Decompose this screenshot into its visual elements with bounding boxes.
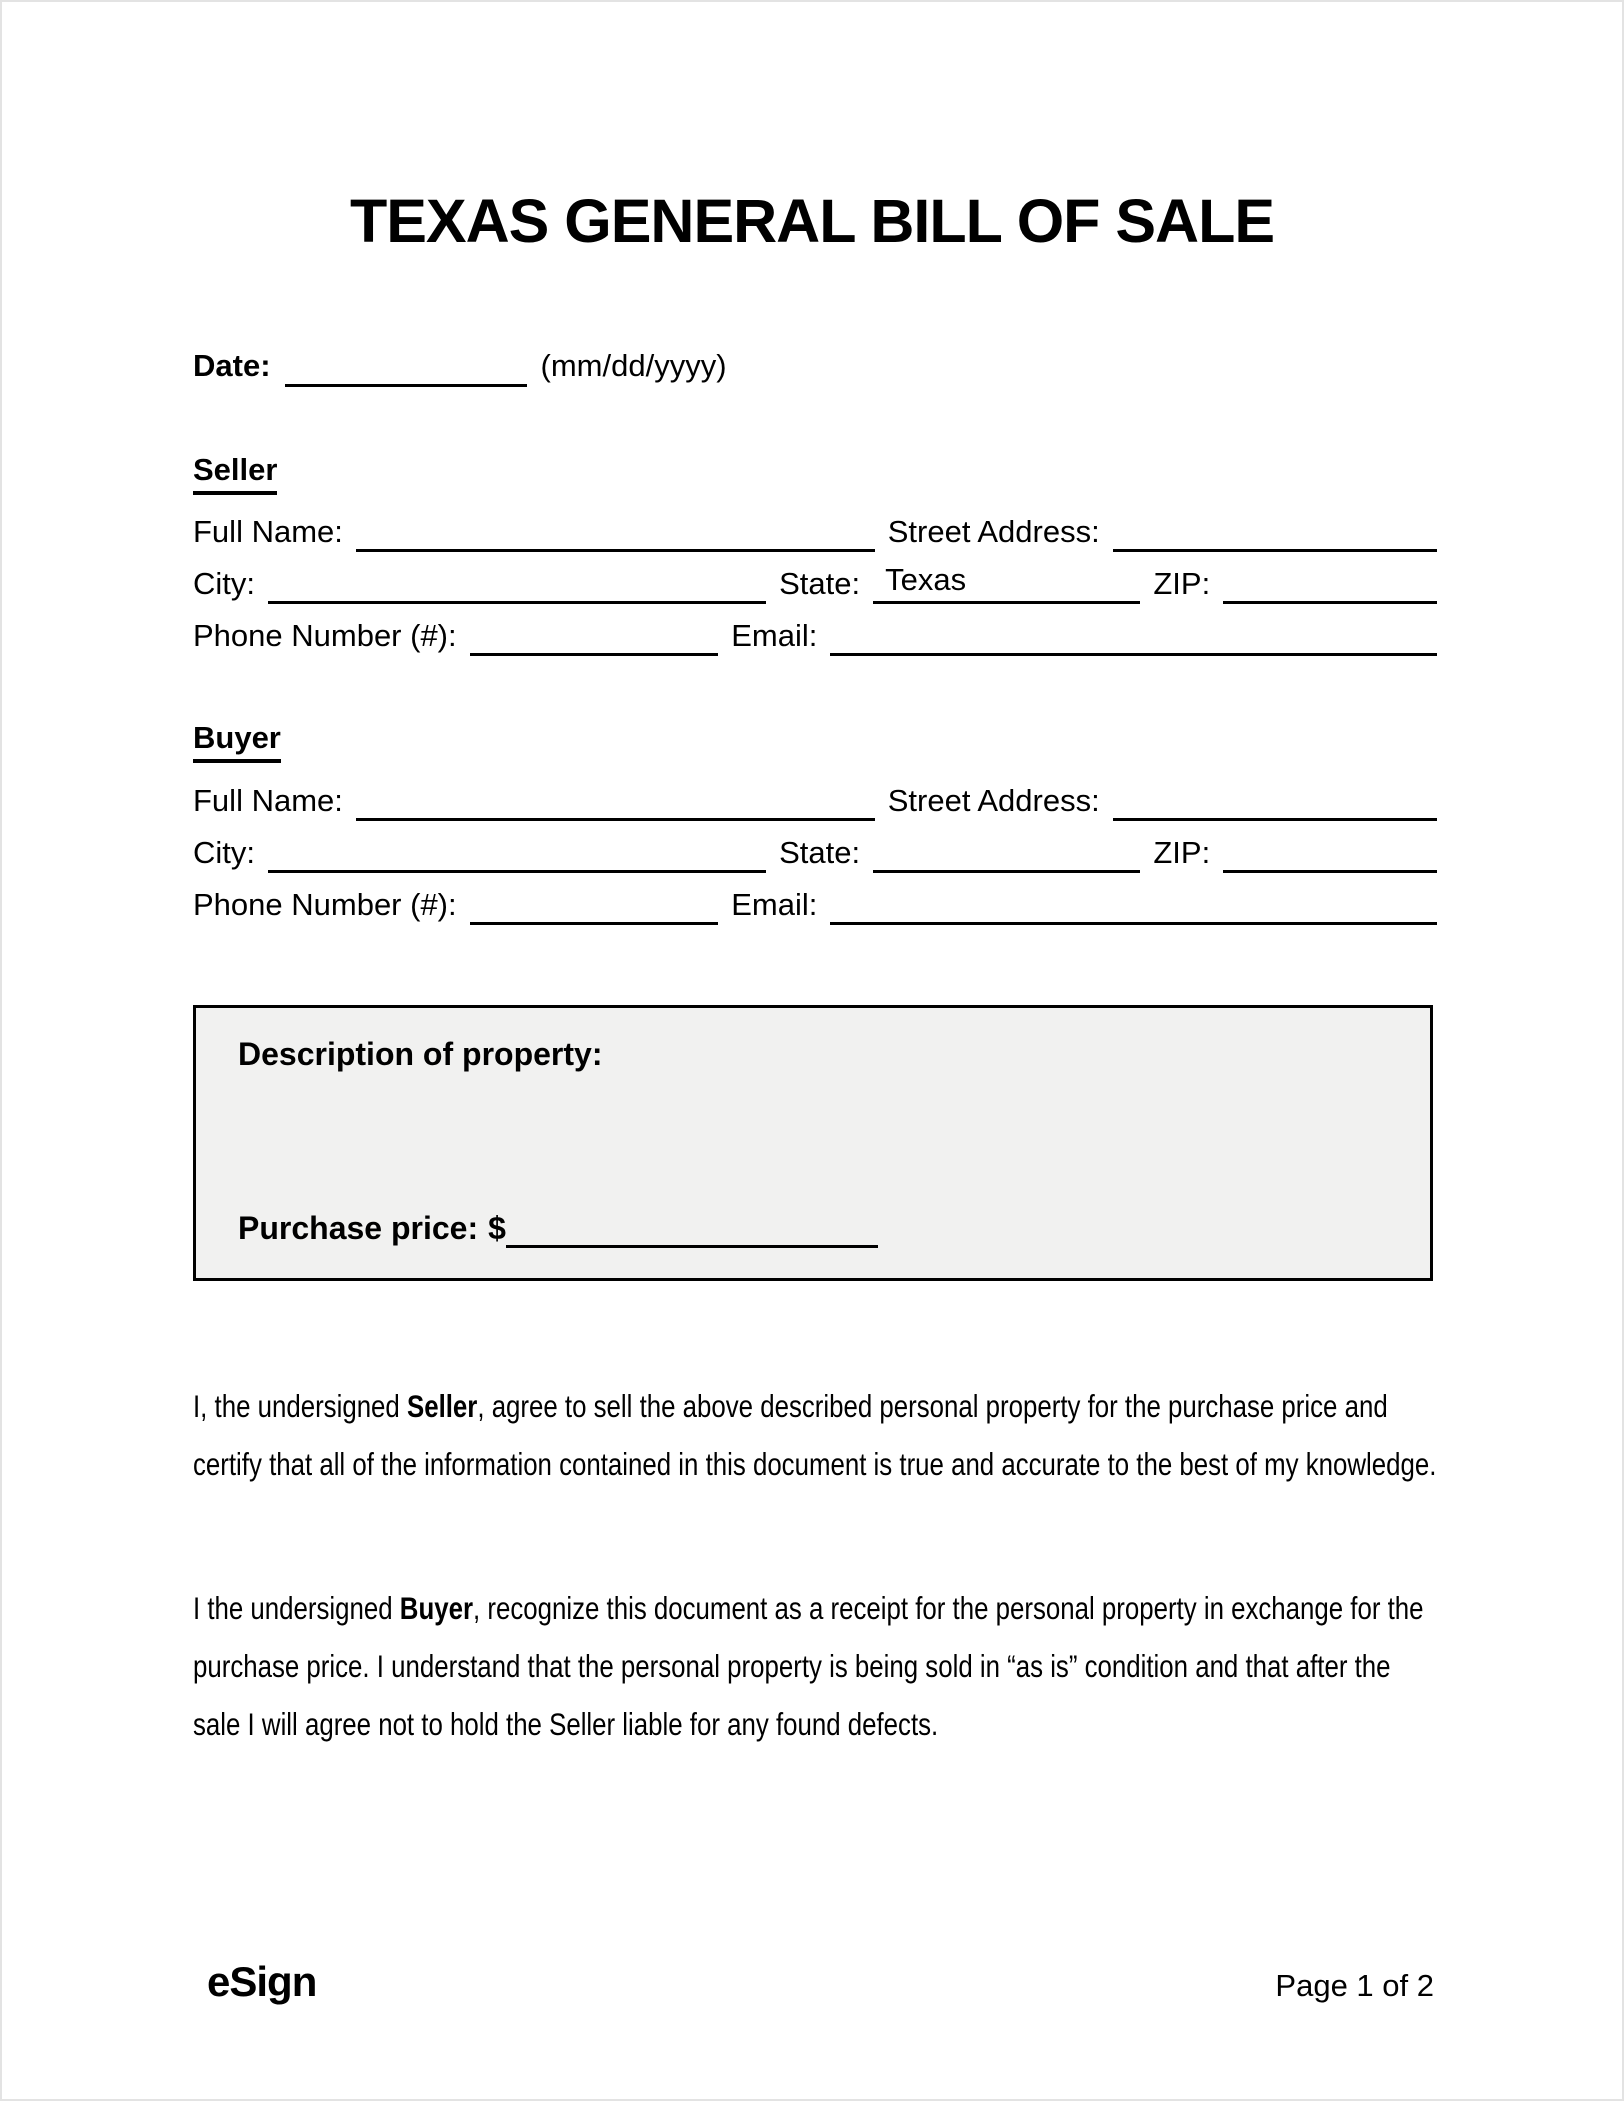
seller-phone-line[interactable] xyxy=(470,616,719,656)
seller-zip-label: ZIP: xyxy=(1153,566,1211,601)
seller-section-heading: Seller xyxy=(193,452,277,495)
buyer-agreement-paragraph xyxy=(193,1579,1437,1753)
currency-symbol: $ xyxy=(488,1210,506,1246)
seller-email-label: Email: xyxy=(731,618,818,653)
seller-clause-term: Seller xyxy=(406,1388,478,1424)
purchase-price-row xyxy=(238,1204,878,1248)
purchase-price-label: Purchase price: xyxy=(238,1210,479,1246)
seller-clause-pre: I, the undersigned xyxy=(193,1388,407,1424)
buyer-state-line[interactable] xyxy=(873,833,1140,873)
date-input-line[interactable] xyxy=(285,345,527,387)
buyer-full-name-label: Full Name: xyxy=(193,783,343,818)
seller-city-label: City: xyxy=(193,566,255,601)
seller-full-name-label: Full Name: xyxy=(193,514,343,549)
buyer-phone-line[interactable] xyxy=(470,885,719,925)
page-number: Page 1 of 2 xyxy=(1275,1968,1434,2003)
seller-city-line[interactable] xyxy=(268,564,766,604)
buyer-street-address-line[interactable] xyxy=(1113,781,1437,821)
buyer-clause-term: Buyer xyxy=(399,1590,474,1626)
buyer-zip-line[interactable] xyxy=(1223,833,1437,873)
seller-full-name-line[interactable] xyxy=(356,512,875,552)
buyer-state-label: State: xyxy=(779,835,861,870)
buyer-section-heading: Buyer xyxy=(193,720,281,763)
buyer-contact-row xyxy=(193,881,1437,925)
buyer-full-name-line[interactable] xyxy=(356,781,875,821)
property-description-box xyxy=(193,1005,1433,1281)
buyer-city-line[interactable] xyxy=(268,833,766,873)
seller-clause-post: , agree to sell the above described personal property for the purchase price and certify that all of the information contained in this document is true and accurate to the best of my knowledge. xyxy=(193,1388,1437,1482)
buyer-phone-label: Phone Number (#): xyxy=(193,887,457,922)
seller-state-line[interactable] xyxy=(873,564,1140,604)
buyer-street-address-label: Street Address: xyxy=(887,783,1100,818)
purchase-price-line[interactable] xyxy=(506,1208,878,1248)
seller-city-row xyxy=(193,560,1437,604)
buyer-city-label: City: xyxy=(193,835,255,870)
seller-agreement-paragraph xyxy=(193,1377,1437,1493)
page-title: TEXAS GENERAL BILL OF SALE xyxy=(349,187,1275,255)
buyer-clause-post: , recognize this document as a receipt for the personal property in exchange for the purchase price. I understand that the personal property is being sold in “as is” condition and that after the sale I will agree not to hold the Seller liable for any found defects. xyxy=(193,1590,1424,1742)
seller-email-line[interactable] xyxy=(830,616,1437,656)
date-label: Date: xyxy=(193,348,271,383)
seller-zip-line[interactable] xyxy=(1223,564,1437,604)
date-format-hint: (mm/dd/yyyy) xyxy=(540,348,727,383)
seller-state-value: Texas xyxy=(885,562,967,597)
buyer-name-row xyxy=(193,777,1437,821)
property-description-area[interactable] xyxy=(238,1078,1388,1203)
seller-street-address-label: Street Address: xyxy=(887,514,1100,549)
seller-name-row xyxy=(193,508,1437,552)
seller-contact-row xyxy=(193,612,1437,656)
buyer-email-line[interactable] xyxy=(830,885,1437,925)
seller-state-label: State: xyxy=(779,566,861,601)
buyer-email-label: Email: xyxy=(731,887,818,922)
esign-logo: eSign xyxy=(207,1958,317,2005)
seller-phone-label: Phone Number (#): xyxy=(193,618,457,653)
seller-street-address-line[interactable] xyxy=(1113,512,1437,552)
buyer-city-row xyxy=(193,829,1437,873)
buyer-clause-pre: I the undersigned xyxy=(193,1590,400,1626)
description-of-property-label: Description of property: xyxy=(238,1036,603,1072)
date-row xyxy=(193,341,727,387)
buyer-zip-label: ZIP: xyxy=(1153,835,1211,870)
